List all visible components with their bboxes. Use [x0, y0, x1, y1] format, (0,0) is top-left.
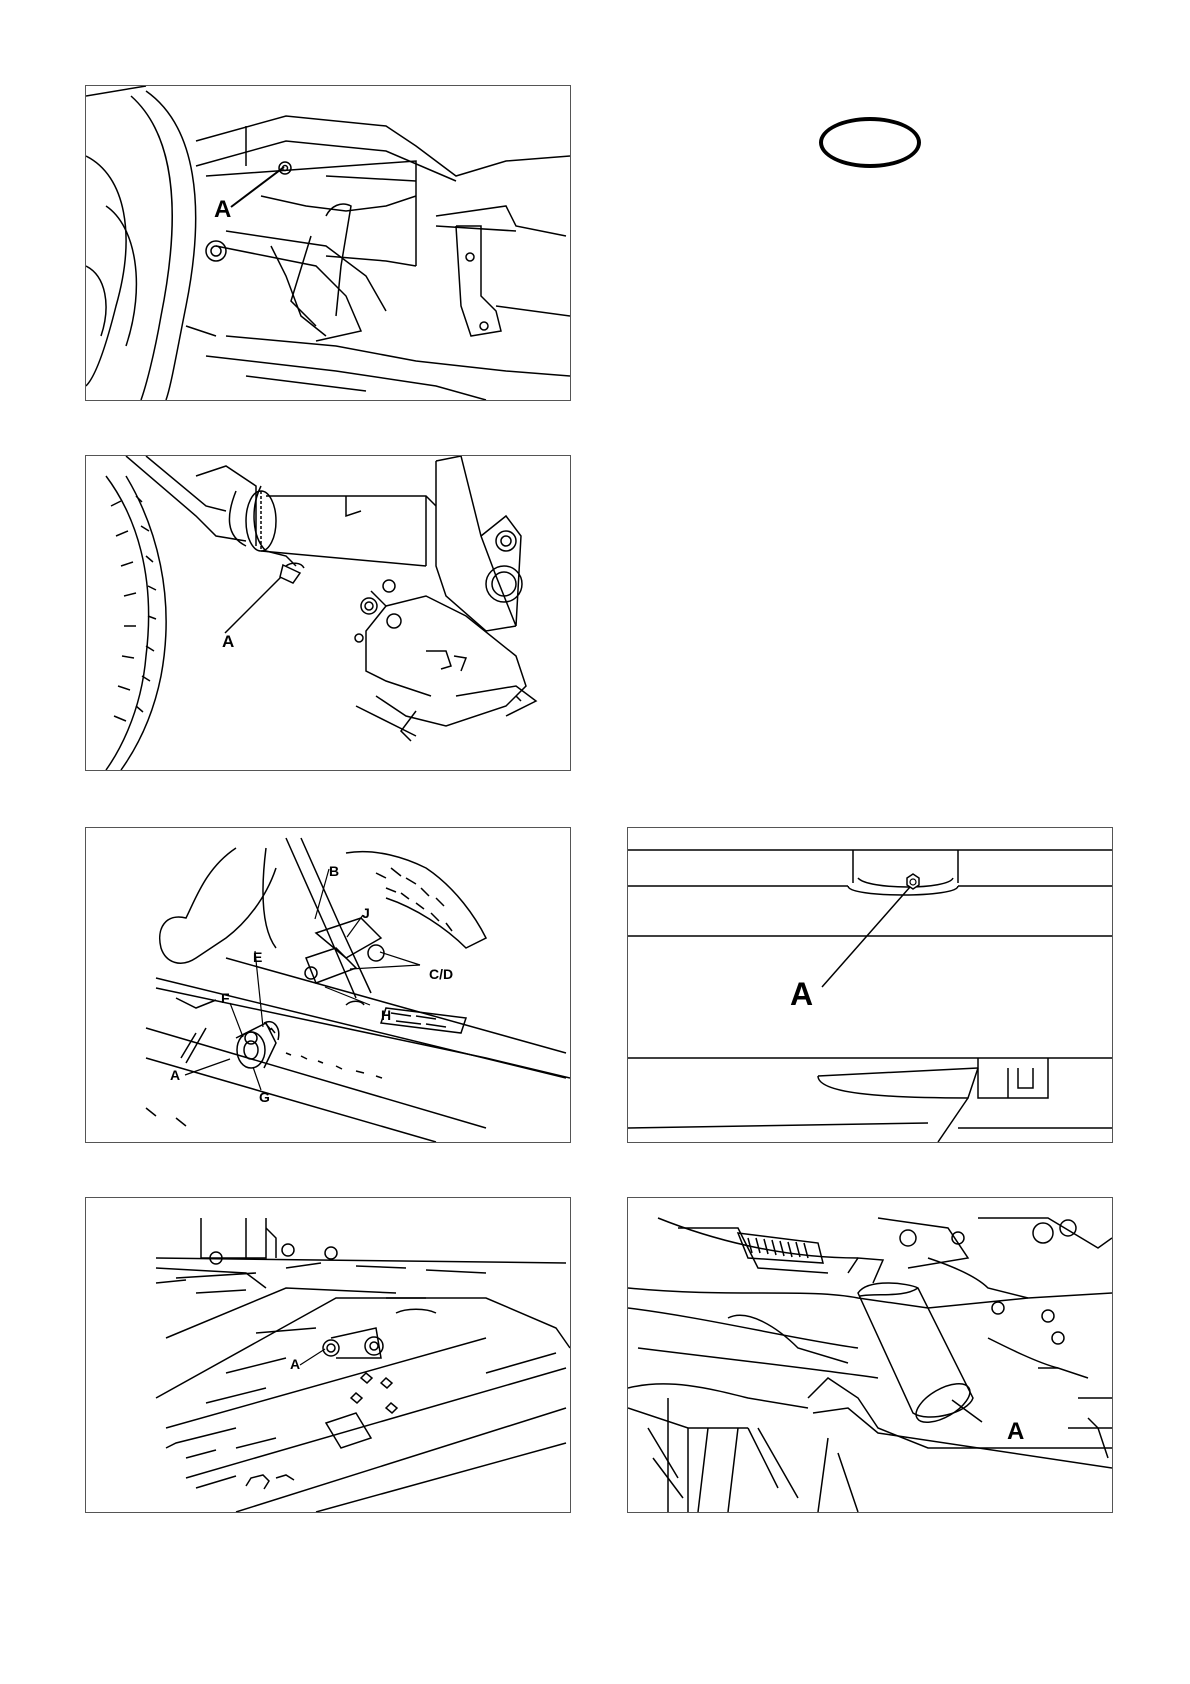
figure-6-leader-line — [627, 1197, 1111, 1511]
figure-2-label-a: A — [222, 632, 235, 651]
figure-4-leader-line — [627, 827, 1111, 1141]
figure-3-label-b: B — [329, 863, 340, 879]
figure-2-leader-line — [85, 455, 569, 769]
figure-1-label-a: A — [214, 196, 232, 223]
figure-3-label-a: A — [170, 1067, 181, 1083]
oval-marker — [819, 117, 921, 168]
figure-3-label-g: G — [259, 1089, 270, 1105]
figure-1-leader-line — [85, 85, 569, 399]
figure-3-leader-lines — [85, 827, 569, 1141]
figure-6-label-a: A — [1007, 1418, 1025, 1445]
figure-3-label-cd: C/D — [429, 966, 454, 982]
figure-3-label-j: J — [362, 905, 370, 921]
figure-3-label-e: E — [253, 949, 263, 965]
figure-5-label-a: A — [290, 1356, 301, 1372]
figure-5-leader-line — [85, 1197, 569, 1511]
figure-4-label-a: A — [790, 976, 814, 1012]
figure-3-label-f: F — [221, 990, 230, 1006]
figure-3-label-h: H — [381, 1007, 392, 1023]
